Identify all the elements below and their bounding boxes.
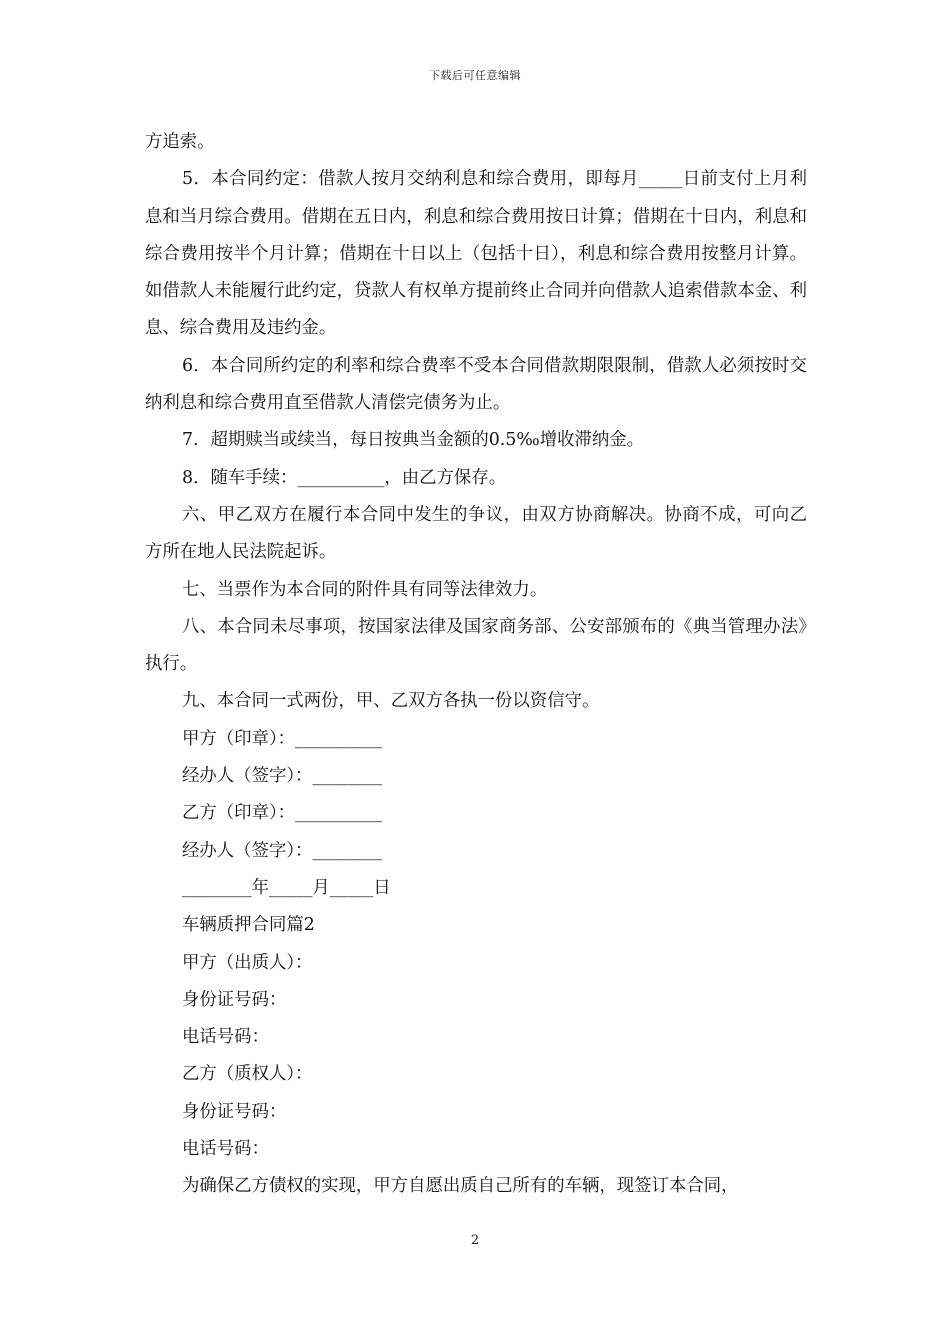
page-number: 2 — [470, 1233, 480, 1248]
party-a-phone-label: 电话号码： — [182, 1027, 269, 1048]
signature-party-a: 甲方（印章）：__________ — [182, 728, 382, 749]
paragraph-clause-7: 7．超期赎当或续当，每日按典当金额的0.5‰增收滞纳金。 — [182, 430, 645, 451]
paragraph-clause-6: 6．本合同所约定的利率和综合费率不受本合同借款期限限制，借款人必须按时交纳利息和综合费用直至借款人清偿完债务为止。 — [145, 355, 807, 414]
signature-date: ________年_____月_____日 — [182, 877, 391, 898]
signature-agent-b: 经办人（签字）：________ — [182, 840, 382, 861]
paragraph-section-6: 六、甲乙双方在履行本合同中发生的争议，由双方协商解决。协商不成，可向乙方所在地人民法院起诉。 — [145, 504, 807, 563]
party-a-id-label: 身份证号码： — [182, 989, 287, 1010]
paragraph-preamble: 为确保乙方债权的实现，甲方自愿出质自己所有的车辆，现签订本合同， — [182, 1176, 739, 1197]
party-b-phone-label: 电话号码： — [182, 1139, 269, 1160]
signature-agent-a: 经办人（签字）：________ — [182, 766, 382, 787]
paragraph-section-7: 七、当票作为本合同的附件具有同等法律效力。 — [182, 579, 548, 600]
section-title: 车辆质押合同篇2 — [182, 915, 315, 936]
party-a-label: 甲方（出质人）： — [182, 952, 313, 973]
page-header: 下载后可任意编辑 — [429, 69, 521, 82]
paragraph-clause-5: 5．本合同约定：借款人按月交纳利息和综合费用，即每月_____日前支付上月利息和当月综合费用。借期在五日内，利息和综合费用按日计算；借期在十日内，利息和综合费用按半个月计算；借期在十日以上（包括十日），利息和综合费用按整月计算。如借款人未能履行此约定，贷款人有权单方提前终止合同并向借款人追索借款本金、利息、综合费用及违约金。 — [145, 169, 807, 339]
paragraph-section-9: 九、本合同一式两份，甲、乙双方各执一份以资信守。 — [182, 691, 600, 712]
paragraph-continuation: 方追索。 — [145, 132, 215, 152]
paragraph-section-8: 八、本合同未尽事项，按国家法律及国家商务部、公安部颁布的《典当管理办法》执行。 — [145, 616, 807, 675]
party-b-id-label: 身份证号码： — [182, 1101, 287, 1122]
party-b-label: 乙方（质权人）： — [182, 1064, 313, 1085]
paragraph-clause-8: 8．随车手续：__________，由乙方保存。 — [182, 467, 507, 488]
signature-party-b: 乙方（印章）：__________ — [182, 803, 382, 824]
document-body — [145, 124, 807, 1206]
